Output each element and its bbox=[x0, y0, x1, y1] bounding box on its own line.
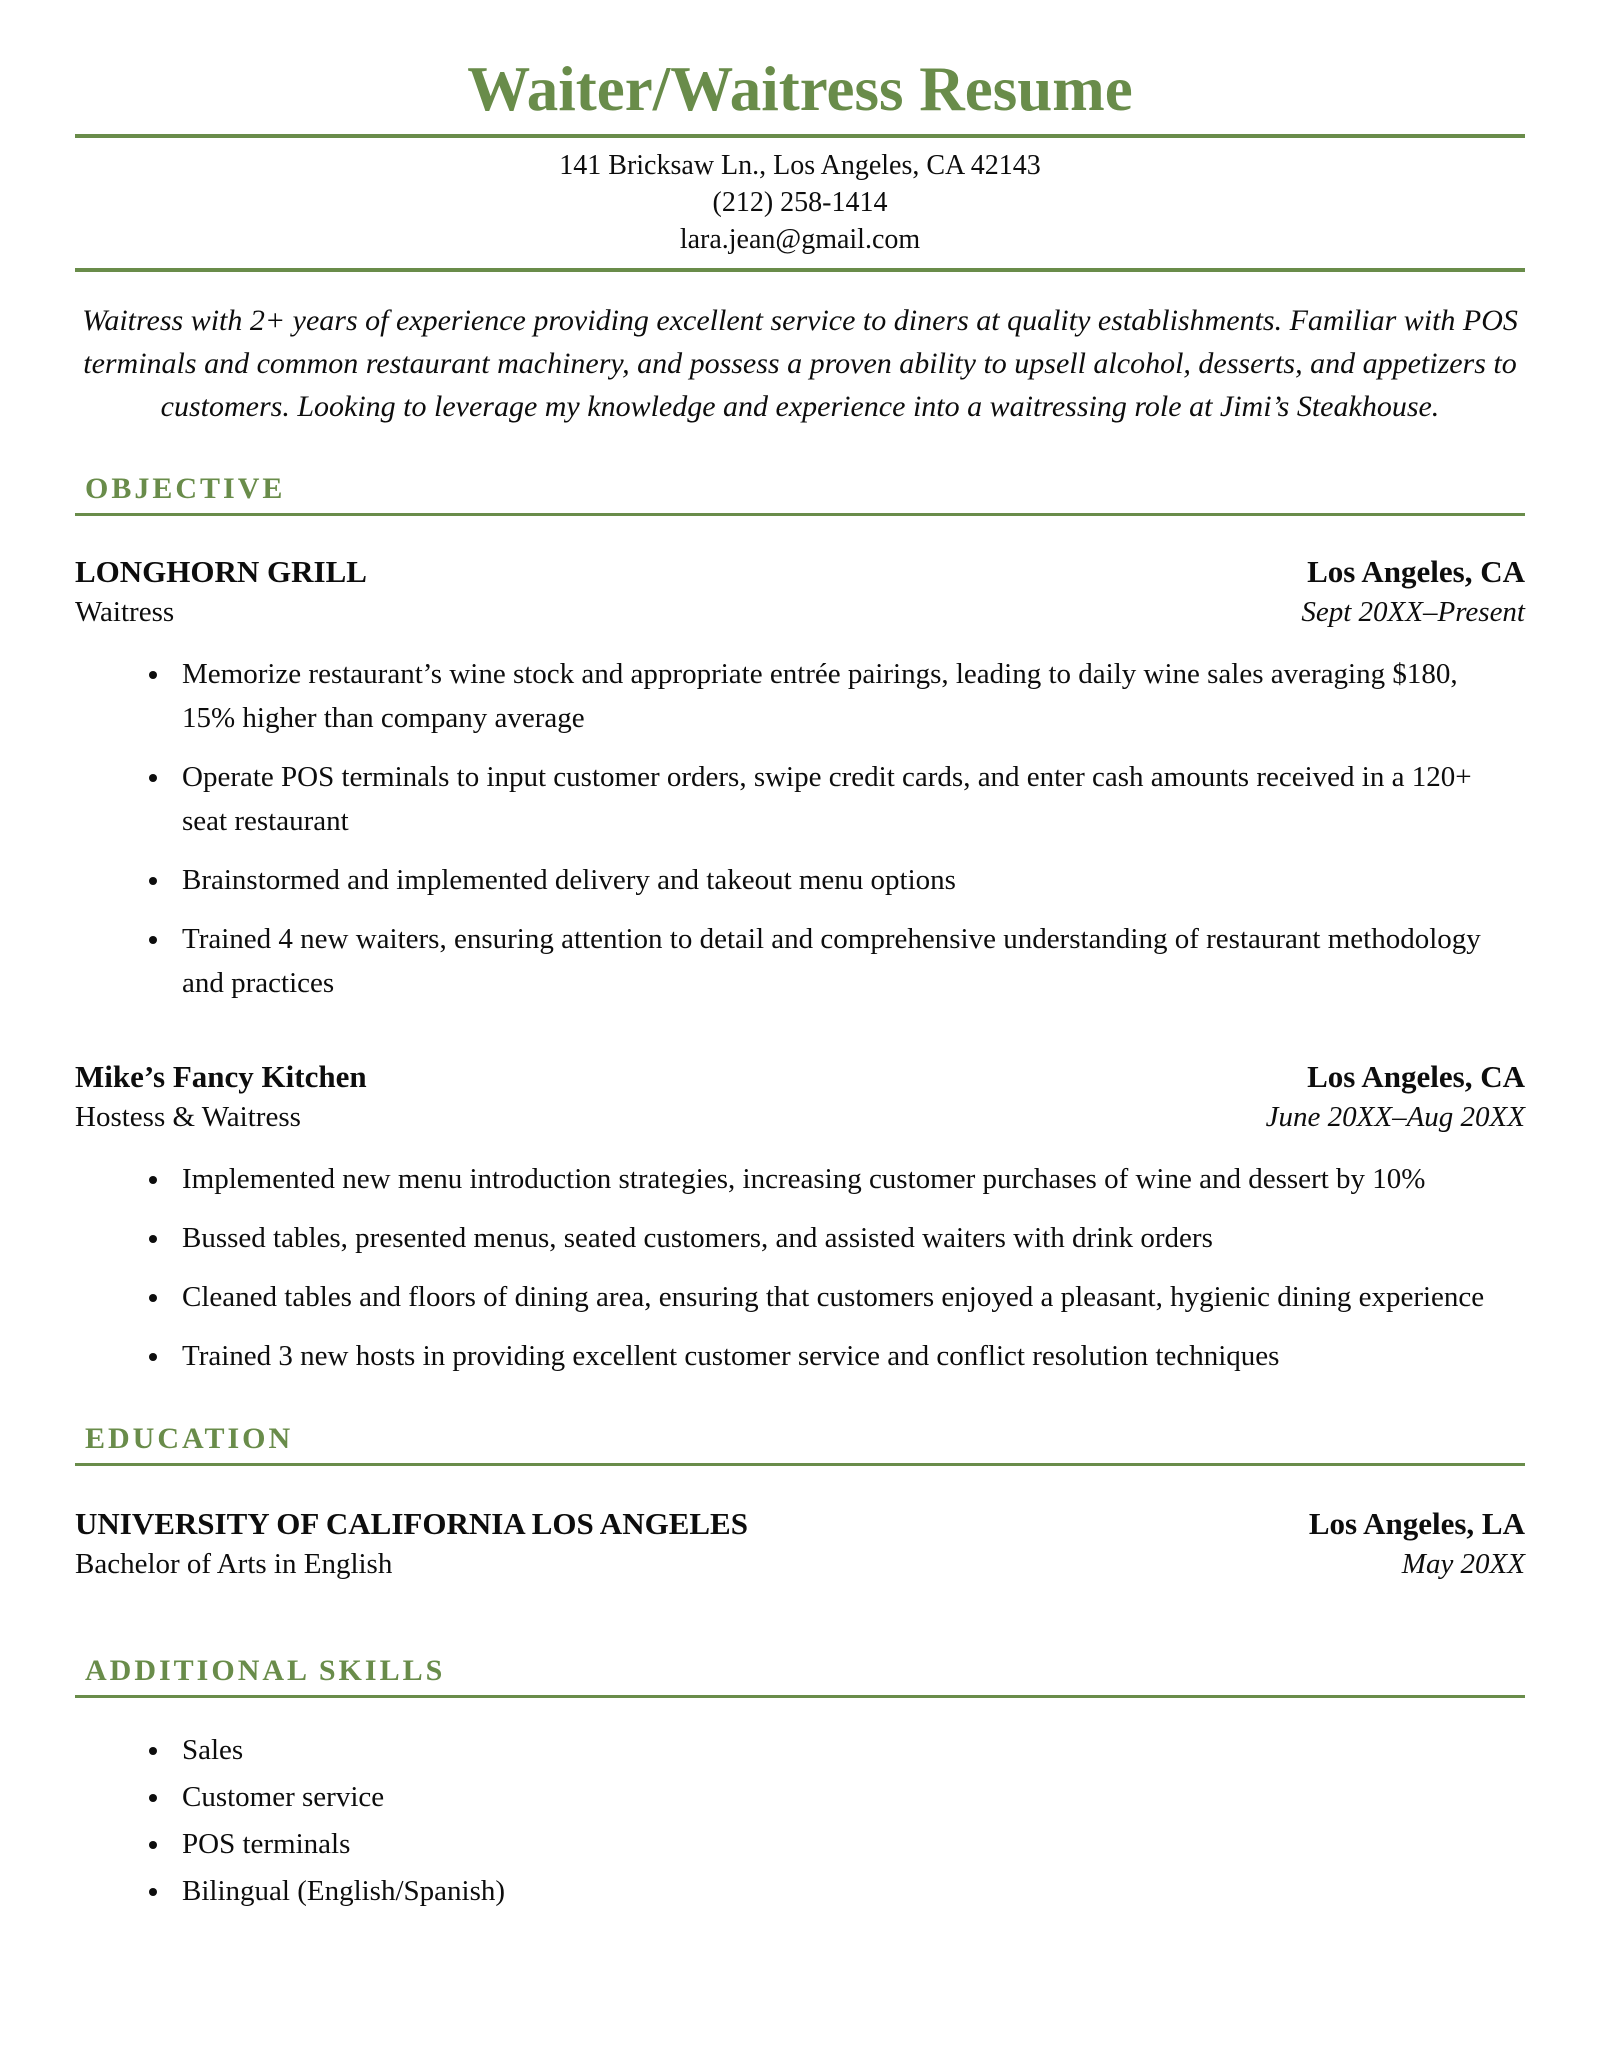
graduation-date: May 20XX bbox=[1401, 1548, 1525, 1581]
section-additional-skills bbox=[75, 1654, 1525, 1911]
bullet-item: • Cleaned tables and floors of dining area, ensuring that customers enjoyed a pleasant, hygienic dining experience bbox=[172, 1275, 1495, 1319]
job-dates: June 20XX–Aug 20XX bbox=[1265, 1101, 1525, 1134]
section-heading-additional-skills: ADDITIONAL SKILLS bbox=[85, 1654, 446, 1688]
job-location: Los Angeles, CA bbox=[1307, 1059, 1525, 1095]
bullet-item: • Memorize restaurant’s wine stock and appropriate entrée pairings, leading to daily wine sales averaging $180, 15% higher than company average bbox=[172, 652, 1495, 740]
job-bullet-list bbox=[75, 652, 1525, 1005]
bullet-item: • Implemented new menu introduction strategies, increasing customer purchases of wine and dessert by 10% bbox=[172, 1157, 1495, 1201]
skill-item: • POS terminals bbox=[172, 1824, 1495, 1864]
summary-paragraph: Waitress with 2+ years of experience providing excellent service to diners at quality establishments. Familiar with POS terminals and common restaurant machinery, and possess a proven ability to upsell alcohol, desserts, and appetizers to customers. Looking to leverage my knowledge and experience into a waitressing role at Jimi’s Steakhouse. bbox=[82, 304, 1518, 424]
job-entry-mikes-fancy-kitchen bbox=[75, 1057, 1525, 1378]
job-company: LONGHORN GRILL bbox=[75, 554, 367, 590]
section-heading-education: EDUCATION bbox=[85, 1422, 294, 1456]
job-company: Mike’s Fancy Kitchen bbox=[75, 1059, 367, 1095]
contact-phone: (212) 258-1414 bbox=[712, 187, 888, 219]
bullet-item: • Brainstormed and implemented delivery and takeout menu options bbox=[172, 858, 1495, 902]
job-role: Waitress bbox=[75, 596, 175, 629]
school-name: UNIVERSITY OF CALIFORNIA LOS ANGELES bbox=[75, 1506, 748, 1542]
contact-email: lara.jean@gmail.com bbox=[679, 224, 921, 256]
job-bullet-list bbox=[75, 1157, 1525, 1378]
skill-item: • Sales bbox=[172, 1730, 1495, 1770]
job-location: Los Angeles, CA bbox=[1307, 554, 1525, 590]
section-education bbox=[75, 1422, 1525, 1584]
contact-block bbox=[75, 138, 1525, 268]
section-divider-objective bbox=[75, 513, 1525, 516]
bullet-item: • Trained 4 new waiters, ensuring attention to detail and comprehensive understanding of restaurant methodology and practices bbox=[172, 917, 1495, 1005]
bullet-item: • Trained 3 new hosts in providing excellent customer service and conflict resolution techniques bbox=[172, 1334, 1495, 1378]
skills-list bbox=[75, 1730, 1525, 1911]
contact-address: 141 Bricksaw Ln., Los Angeles, CA 42143 bbox=[559, 150, 1041, 182]
section-divider-additional-skills bbox=[75, 1695, 1525, 1698]
job-dates: Sept 20XX–Present bbox=[1301, 596, 1525, 629]
section-objective bbox=[75, 472, 1525, 1378]
bullet-item: • Bussed tables, presented menus, seated customers, and assisted waiters with drink orders bbox=[172, 1216, 1495, 1260]
bullet-item: • Operate POS terminals to input customer orders, swipe credit cards, and enter cash amounts received in a 120+ seat restaurant bbox=[172, 755, 1495, 843]
degree-name: Bachelor of Arts in English bbox=[75, 1548, 393, 1581]
section-divider-education bbox=[75, 1463, 1525, 1466]
skill-item: • Customer service bbox=[172, 1777, 1495, 1817]
section-heading-objective: OBJECTIVE bbox=[85, 472, 286, 506]
header-divider-bottom bbox=[75, 268, 1525, 272]
school-location: Los Angeles, LA bbox=[1308, 1506, 1525, 1542]
page-title: Waiter/Waitress Resume bbox=[467, 54, 1133, 124]
skill-item: • Bilingual (English/Spanish) bbox=[172, 1871, 1495, 1911]
job-role: Hostess & Waitress bbox=[75, 1101, 301, 1134]
education-entry bbox=[75, 1504, 1525, 1584]
job-entry-longhorn-grill bbox=[75, 552, 1525, 1005]
